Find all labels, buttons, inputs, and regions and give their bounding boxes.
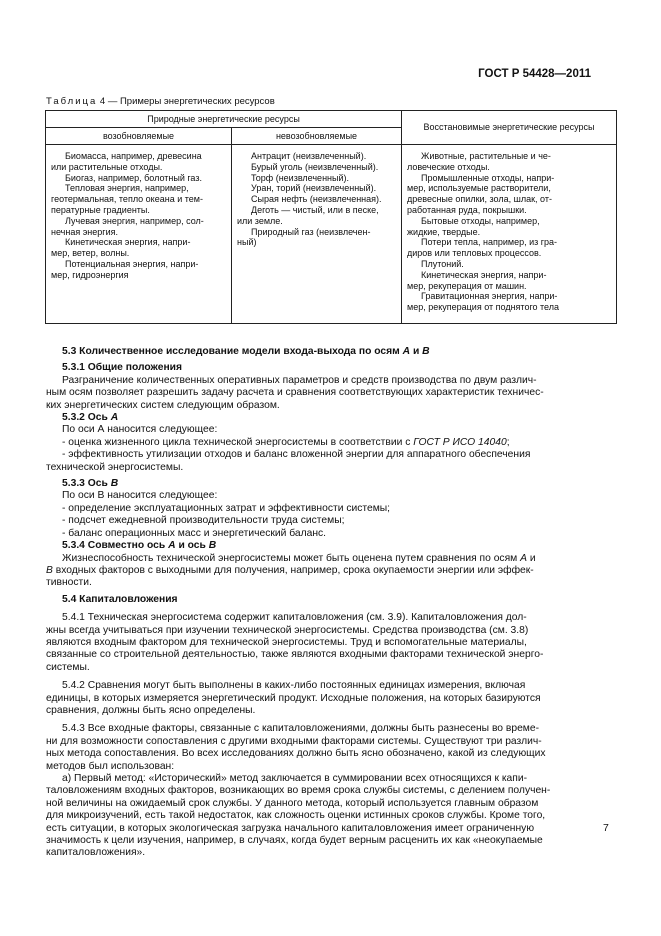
header-natural-resources: Природные энергетические ресурсы <box>46 111 402 128</box>
cell-recoverable <box>402 145 617 324</box>
table-line: мер, ветер, волны. <box>51 248 130 259</box>
table-line: Торф (неизвлеченный). <box>251 172 349 183</box>
table-line: нечная энергия. <box>51 226 118 237</box>
section-5-3-1-heading: 5.3.1 Общие положения <box>62 362 182 374</box>
table-line: древесные опилки, зола, шлак, от- <box>407 194 552 205</box>
table-line: мер, рекуперация от машин. <box>407 280 527 291</box>
table-line: мер, рекуперация от поднятого тела <box>407 302 560 313</box>
section-5-4-2-paragraph: 5.4.2 Сравнения могут быть выполнены в каких-либо постоянных единицах измерения, включая единицы, в которых измеряется энергетический продукт. Исходные положения, на которых базируются сравнения, должны быть ясно определены. <box>46 680 541 716</box>
table-line: мер, гидроэнергия <box>51 269 129 280</box>
table-line: Биогаз, например, болотный газ. <box>65 172 202 183</box>
document-body <box>46 346 616 860</box>
table-line: Уран, торий (неизвлеченный). <box>251 183 377 194</box>
energy-resources-table <box>45 110 617 324</box>
table-caption-text: 4 — Примеры энергетических ресурсов <box>99 96 275 107</box>
section-5-3-3-intro: По оси В наносится следующее: <box>62 490 218 502</box>
table-line: пературные градиенты. <box>51 204 150 215</box>
section-5-4-heading: 5.4 Капиталовложения <box>62 593 178 605</box>
header-nonrenewable: невозобновляемые <box>232 128 402 145</box>
section-5-3-4-paragraph: Жизнеспособность технической энергосистемы может быть оценена путем сравнения по осям А и В входных факторов с выходными для получения, например, срока окупаемости энергии или эффек- тивности. <box>46 552 536 589</box>
section-5-3-2-heading: 5.3.2 Ось А <box>62 412 119 424</box>
section-5-3-3-item: - подсчет ежедневной производительности труда системы; <box>62 515 345 527</box>
header-recoverable-resources: Восстановимые энергетические ресурсы <box>402 111 617 145</box>
table-line: Тепловая энергия, например, <box>65 183 189 194</box>
section-5-4-1-paragraph: 5.4.1 Техническая энергосистема содержит капиталовложения (см. 3.9). Капиталовложения дол- жны всегда учитываться при изучении технической энергосистемы. Средства производства (см. 3.8) являются входным фактором для технической энергосистемы. Труд и вспомогательные материалы, связанные со строительной деятельностью, также являются входными факторами технической энерго- системы. <box>46 612 544 673</box>
table-line: жидкие, твердые. <box>407 226 481 237</box>
table-line: Сырая нефть (неизвлеченная). <box>251 194 382 205</box>
table-line: Потери тепла, например, из гра- <box>421 237 558 248</box>
section-5-3-3-item: - баланс операционных масс и энергетический баланс. <box>62 527 327 539</box>
table-line: Деготь — чистый, или в песке, <box>251 204 379 215</box>
section-5-4-3-paragraph: 5.4.3 Все входные факторы, связанные с капиталовложениями, должны быть разнесены во време- ни для возможности сопоставления с другими входными факторами системы. Существуют три различ- ных метода сопоставления. Во всех исследованиях должно быть ясно обозначено, какой из следующих методов был использован: <box>46 723 546 772</box>
section-5-3-3-item: - определение эксплуатационных затрат и эффективности системы; <box>62 502 391 514</box>
section-5-3-heading: 5.3 Количественное исследование модели входа-выхода по осям А и В <box>62 346 430 357</box>
table-line: Природный газ (неизвлечен- <box>251 226 371 237</box>
table-line: Антрацит (неизвлеченный). <box>251 151 367 161</box>
table-line: ловеческие отходы. <box>407 161 490 172</box>
section-5-3-2-intro: По оси А наносится следующее: <box>62 424 218 436</box>
section-5-3-1-paragraph: Разграничение количественных оперативных параметров и средств производства по двум различ- ным осям позволяет разрешить задачу расчета и сравнения соответствующих характеристик техничес- ких энергетических систем следующим образом. <box>46 374 544 411</box>
header-renewable: возобновляемые <box>46 128 232 145</box>
table-line: Потенциальная энергия, напри- <box>65 258 199 269</box>
table-line: работанная руда, покрышки. <box>407 204 527 215</box>
table-line: Кинетическая энергия, напри- <box>65 237 191 248</box>
section-5-3-2-item: - эффективность утилизации отходов и баланс вложенной энергии для аппаратного обеспечения технической энергосистемы. <box>46 449 531 473</box>
table-line: Кинетическая энергия, напри- <box>421 269 547 280</box>
table-line: Лучевая энергия, например, сол- <box>65 215 204 226</box>
table-line: или растительные отходы. <box>51 161 163 172</box>
section-5-4-3-a-paragraph: а) Первый метод: «Исторический» метод заключается в суммировании всех относящихся к капи- таловложениям входных факторов, возникающих во время срока службы системы, с делением получен- ной величины на ожидаемый срок службы. У данного метода, который используется главным образом для микроизучений, есть такой недостаток, как сложность оценки истинных сроков службы. Кроме того, есть ситуации, в которых экологическая загрузка начального капиталовложения имеет ограниченную значимость к цели изучения, например, в случаях, когда будет верным расценить их как «неокупаемые капиталовложения». <box>46 773 551 859</box>
section-5-3-4-heading: 5.3.4 Совместно ось А и ось В <box>62 540 217 552</box>
table-line: или земле. <box>237 215 283 226</box>
table-line: Промышленные отходы, напри- <box>421 172 555 183</box>
table-line: Плутоний. <box>421 258 464 269</box>
table-line: Бытовые отходы, например, <box>421 215 540 226</box>
table-line: геотермальная, тепло океана и тем- <box>51 194 203 205</box>
document-header: ГОСТ Р 54428—2011 <box>478 68 591 80</box>
table-line: Гравитационная энергия, напри- <box>421 291 558 302</box>
table-line: Бурый уголь (неизвлеченный). <box>251 161 379 172</box>
table-line: диров или тепловых процессов. <box>407 248 542 259</box>
cell-renewable <box>46 145 232 324</box>
page-number: 7 <box>603 822 609 834</box>
table-line: мер, используемые растворители, <box>407 183 551 194</box>
section-5-3-3-heading: 5.3.3 Ось В <box>62 478 119 490</box>
table-caption-label: Таблица <box>46 96 98 107</box>
cell-nonrenewable <box>232 145 402 324</box>
section-5-3-2-item: - оценка жизненного цикла технической энергосистемы в соответствии с ГОСТ Р ИСО 14040; <box>62 436 510 448</box>
table-line: Животные, растительные и че- <box>421 151 551 161</box>
table-caption <box>46 96 275 107</box>
table-line: Биомасса, например, древесина <box>65 151 202 161</box>
table-line: ный) <box>237 237 257 248</box>
